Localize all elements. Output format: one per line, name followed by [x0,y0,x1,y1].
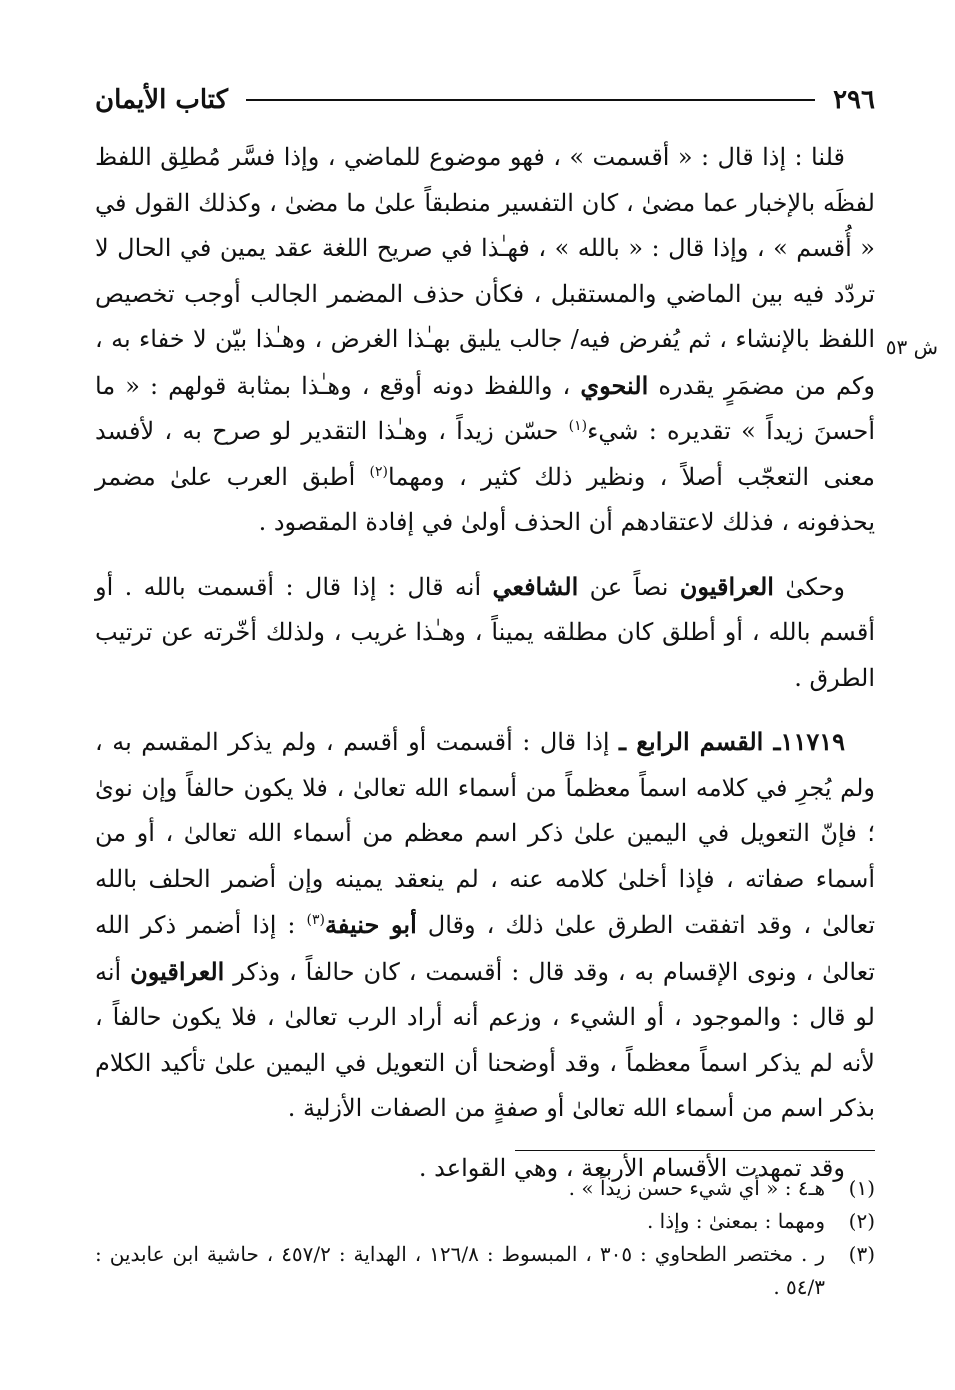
header-rule [246,99,815,101]
book-title: كتاب الأيمان [95,85,229,115]
paragraph-1-bold: النحوي [580,370,649,400]
paragraph-2-bold-1: العراقيون [679,571,774,601]
footnote-1 [95,1172,875,1205]
footnote-3 [95,1238,875,1304]
page-header [95,80,875,120]
footnote-number: (١) [848,1176,875,1200]
main-text [95,135,875,1191]
paragraph-3-bold-3: العراقيون [130,956,225,986]
footnote-text: هـ٤ : « أي شيء حسن زيداً » . [568,1176,825,1200]
paragraph-3-text-c: أنه لو قال : والموجود ، أو الشيء ، وزعم أنه أراد الرب تعالىٰ ، فلا يكون حالفاً ، لأنه لم يذكر اسماً معظماً ، وقد أوضحنا أن التعويل في اليمين علىٰ تأكيد الكلام بذكر اسم من أسماء الله تعالىٰ أو صفةٍ من الصفات الأزلية . [95,957,875,1122]
page-number: ٢٩٦ [833,85,875,115]
footnote-ref-3: (٣) [306,912,325,928]
paragraph-3 [95,719,875,1132]
footnote-ref-2: (٢) [369,463,388,480]
paragraph-2 [95,564,875,702]
paragraph-3-heading: ١١٧١٩ـ القسم الرابع ـ [619,727,845,756]
footnote-text: ر . مختصر الطحاوي : ٣٠٥ ، المبسوط : ١٢٦/٨ ، الهداية : ٤٥٧/٢ ، حاشية ابن عابدين : ٥٤/٣ . [95,1242,826,1299]
paragraph-1-text: قلنا : إذا قال : « أقسمت » ، فهو موضوع للماضي ، وإذا فسَّر مُطلِق اللفظ لفظَه بالإخبار عما مضىٰ ، كان التفسير منطبقاً علىٰ ما مضىٰ ، وكذلك القول في « أُقسم » ، وإذا قال : « بالله » ، فهـٰذا في صريح اللغة عقد يمين في الحال لا تردّد فيه بين الماضي والمستقبل ، فكأن حذف المضمر الجالب أوجب تخصيص اللفظ بالإنشاء ، ثم يُفرض فيه/ جالب يليق بهـٰذا الغرض ، وهـٰذا بيّن لا خفاء به ، وكم من مضمَرٍ يقدره [95,143,876,400]
margin-note: ش ٥٣ [885,335,938,359]
footnote-text: ومهما : بمعنىٰ : وإذا . [646,1209,825,1233]
footnote-number: (٣) [848,1242,875,1266]
paragraph-1-text-c: حسّن زيداً ، وهـٰذا التقدير لو صرح به ، لأفسد معنى التعجّب أصلاً ، ونظير ذلك كثير ، ومهما [95,417,875,491]
paragraph-3-text-b: : إذا أضمر ذكر الله تعالىٰ ، ونوى الإقسام به ، وقد قال : أقسمت ، كان حالفاً ، وذكر [95,911,876,986]
paragraph-2-text-a: وحكىٰ [773,572,845,601]
paragraph-4-text: وقد تمهدت الأقسام الأربعة ، وهي القواعد . [418,1153,845,1182]
footnote-number: (٢) [848,1209,875,1233]
paragraph-2-bold-2: الشافعي [492,571,579,601]
paragraph-2-text-b: نصاً عن [578,572,680,601]
paragraph-1-text-b: ، واللفظ دونه أوقع ، وهـٰذا بمثابة قولهم : « ما أحسنَ زيداً » تقديره : شيء [95,371,875,445]
paragraph-3-text-a: إذا قال : أقسمت أو أقسم ، ولم يذكر المقسم به ، ولم يُجرِ في كلامه اسماً معظماً من أسماء الله تعالىٰ ، فلا يكون حالفاً وإن نوىٰ ؛ فإنّ التعويل في اليمين علىٰ ذكر اسم معظم من أسماء الله تعالىٰ ، أو من أسماء صفاته ، فإذا أخلىٰ كلامه عنه ، لم ينعقد يمينه وإن أضمر الحلف بالله تعالىٰ ، وقد اتفقت الطرق علىٰ ذلك ، وقال [95,728,876,939]
footnote-ref-1: (١) [568,418,588,434]
paragraph-2-text-c: أنه قال : إذا قال : أقسمت بالله . أو أقسم بالله ، أو أطلق كان مطلقه يميناً ، وهـٰذا غريب ، ولذلك أخّرته عن ترتيب الطرق . [95,572,875,692]
paragraph-1-text-d: أطبق العرب علىٰ مضمر يحذفونه ، فذلك لاعتقادهم أن الحذف أولىٰ في إفادة المقصود . [95,462,875,536]
footnotes [95,1172,875,1304]
paragraph-1 [95,135,875,546]
footnote-2 [95,1205,875,1238]
footnote-rule [515,1150,875,1151]
paragraph-3-bold-2: أبو حنيفة [324,910,417,939]
